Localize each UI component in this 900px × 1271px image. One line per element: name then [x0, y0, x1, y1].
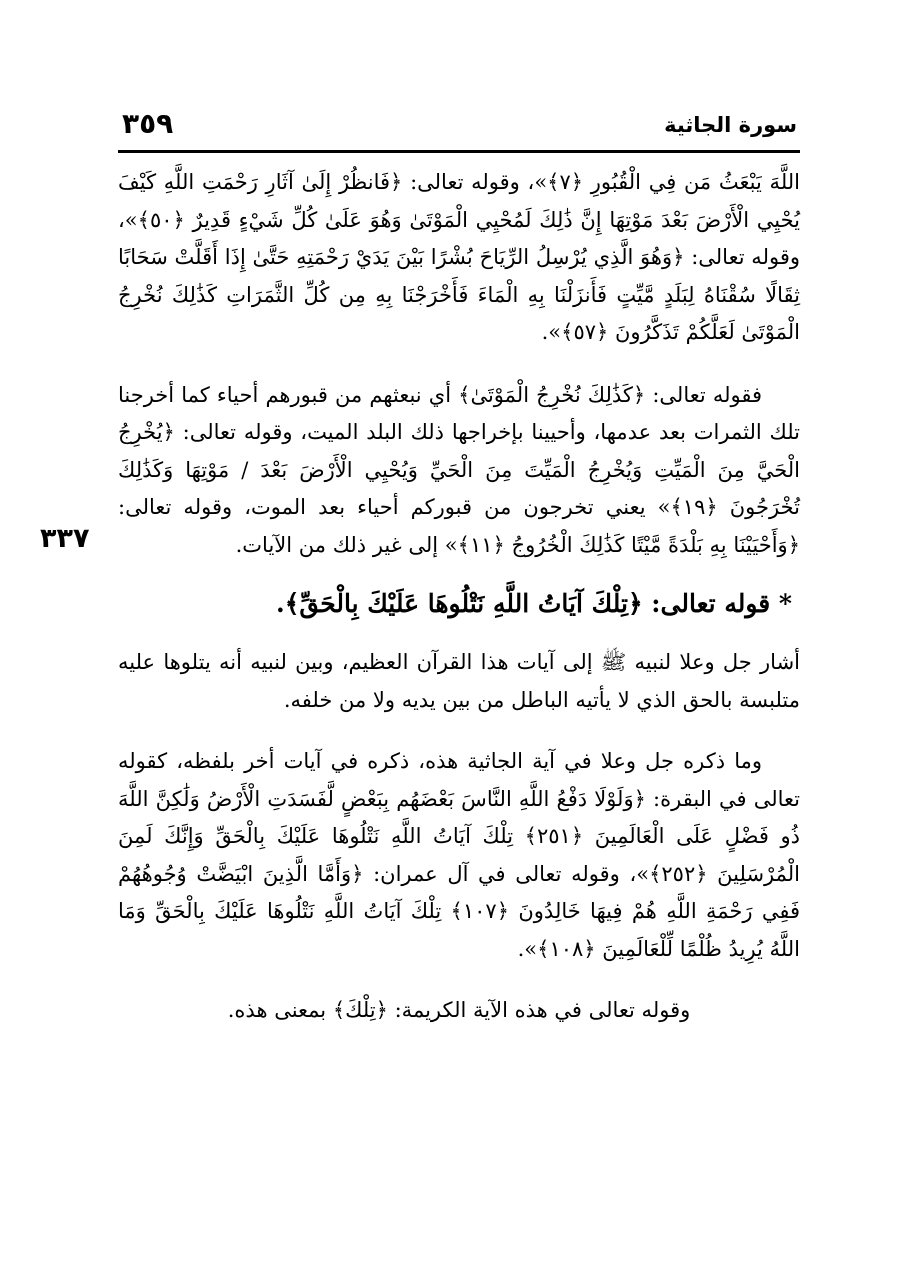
paragraph-4: وما ذكره جل وعلا في آية الجاثية هذه، ذكره في آيات أخر بلفظه، كقوله تعالى في البقرة: ﴿وَلَوْلَا دَفْعُ اللَّهِ النَّاسَ بَعْضَهُم بِبَعْضٍ لَّفَسَدَتِ الْأَرْضُ وَلَٰكِنَّ اللَّهَ ذُو فَضْلٍ عَلَى الْعَالَمِينَ ﴿٢٥١﴾ تِلْكَ آيَاتُ اللَّهِ نَتْلُوهَا عَلَيْكَ بِالْحَقِّ وَإِنَّكَ لَمِنَ الْمُرْسَلِينَ ﴿٢٥٢﴾»، وقوله تعالى في آل عمران: ﴿وَأَمَّا الَّذِينَ ابْيَضَّتْ وُجُوهُهُمْ فَفِي رَحْمَةِ اللَّهِ هُمْ فِيهَا خَالِدُونَ ﴿١٠٧﴾ تِلْكَ آيَاتُ اللَّهِ نَتْلُوهَا عَلَيْكَ بِالْحَقِّ وَمَا اللَّهُ يُرِيدُ ظُلْمًا لِّلْعَالَمِينَ ﴿١٠٨﴾». [118, 749, 801, 961]
margin-page-number: ٣٣٧ [40, 523, 90, 554]
page-header [122, 105, 797, 145]
header-divider [118, 150, 800, 153]
paragraph-5: وقوله تعالى في هذه الآية الكريمة: ﴿تِلْكَ﴾ بمعنى هذه. [227, 998, 691, 1022]
page-number: ٣٥٩ [122, 107, 174, 140]
paragraph-1: اللَّهَ يَبْعَثُ مَن فِي الْقُبُورِ ﴿٧﴾»، وقوله تعالى: ﴿فَانظُرْ إِلَىٰ آثَارِ رَحْمَتِ اللَّهِ كَيْفَ يُحْيِي الْأَرْضَ بَعْدَ مَوْتِهَا إِنَّ ذَٰلِكَ لَمُحْيِي الْمَوْتَىٰ وَهُوَ عَلَىٰ كُلِّ شَيْءٍ قَدِيرٌ ﴿٥٠﴾»، وقوله تعالى: ﴿وَهُوَ الَّذِي يُرْسِلُ الرِّيَاحَ بُشْرًا بَيْنَ يَدَيْ رَحْمَتِهِ حَتَّىٰ إِذَا أَقَلَّتْ سَحَابًا ثِقَالًا سُقْنَاهُ لِبَلَدٍ مَّيِّتٍ فَأَنزَلْنَا بِهِ الْمَاءَ فَأَخْرَجْنَا بِهِ مِن كُلِّ الثَّمَرَاتِ كَذَٰلِكَ نُخْرِجُ الْمَوْتَىٰ لَعَلَّكُمْ تَذَكَّرُونَ ﴿٥٧﴾». [118, 170, 800, 344]
paragraph-3: أشار جل وعلا لنبيه ﷺ إلى آيات هذا القرآن العظيم، وبين لنبيه أنه يتلوها عليه متلبسة بالحق الذي لا يأتيه الباطل من بين يديه ولا من خلفه. [118, 650, 800, 712]
paragraph-2: فقوله تعالى: ﴿كَذَٰلِكَ نُخْرِجُ الْمَوْتَىٰ﴾ أي نبعثهم من قبورهم أحياء كما أخرجنا تلك الثمرات بعد عدمها، وأحيينا بإخراجها ذلك البلد الميت، وقوله تعالى: ﴿يُخْرِجُ الْحَيَّ مِنَ الْمَيِّتِ وَيُخْرِجُ الْمَيِّتَ مِنَ الْحَيِّ وَيُحْيِي الْأَرْضَ بَعْدَ / مَوْتِهَا وَكَذَٰلِكَ تُخْرَجُونَ ﴿١٩﴾» يعني تخرجون من قبوركم أحياء بعد الموت، وقوله تعالى: ﴿وَأَحْيَيْنَا بِهِ بَلْدَةً مَّيْتًا كَذَٰلِكَ الْخُرُوجُ ﴿١١﴾» إلى غير ذلك من الآيات. [118, 382, 800, 557]
surah-title: سورة الجاثية [664, 113, 797, 137]
section-heading: * قوله تعالى: ﴿تِلْكَ آيَاتُ اللَّهِ نَتْلُوهَا عَلَيْكَ بِالْحَقِّ﴾. [276, 589, 792, 618]
page-body [118, 160, 800, 1030]
